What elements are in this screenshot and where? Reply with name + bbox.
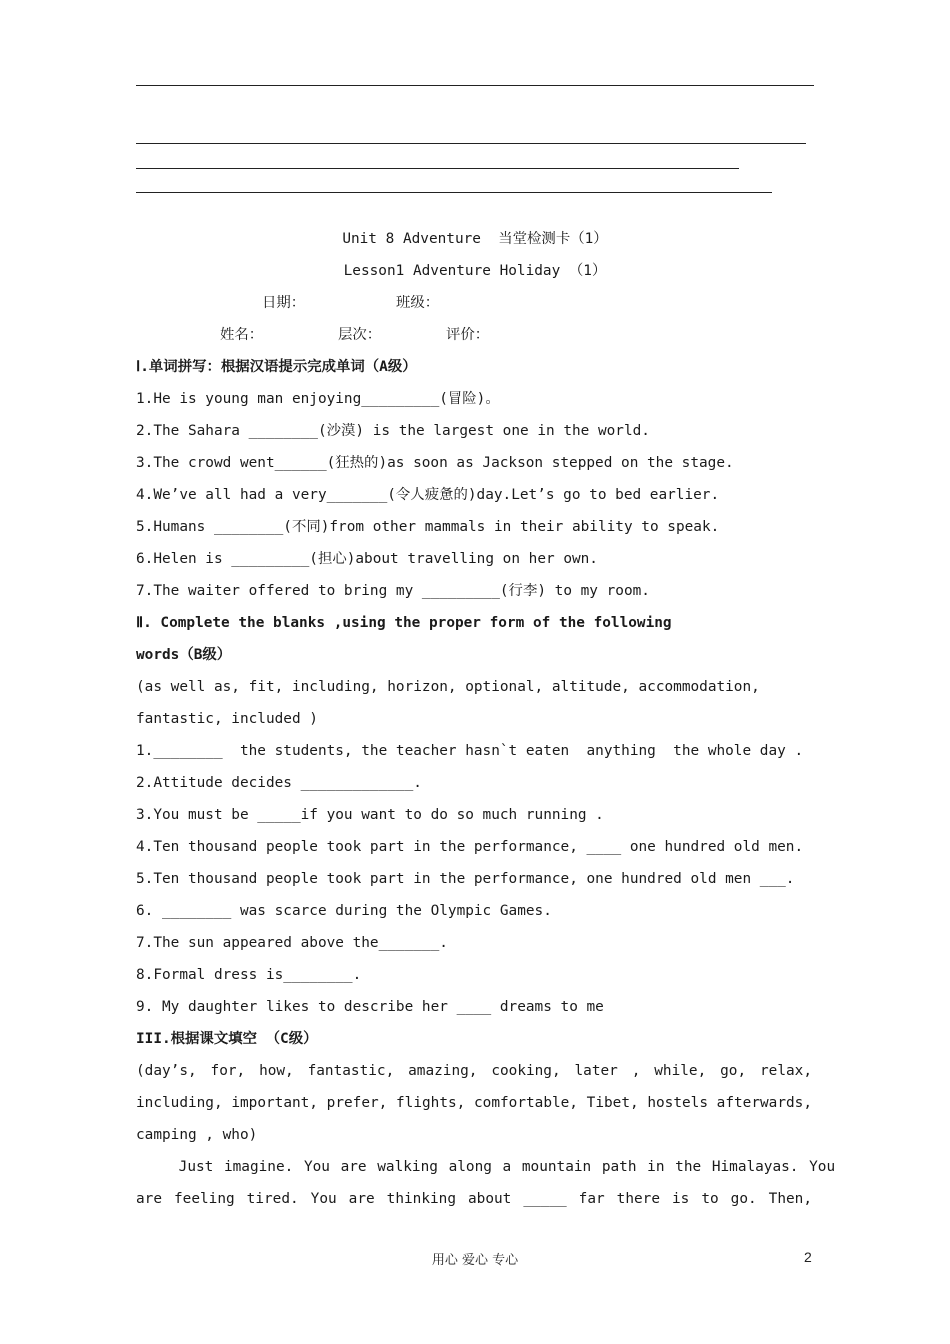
- level-label: 层次：: [338, 327, 382, 343]
- section-2-heading: Ⅱ. Complete the blanks ,using the proper form of the following: [136, 615, 672, 631]
- footer-motto: 用心 爱心 专心: [431, 1253, 519, 1268]
- section-1-heading: Ⅰ.单词拼写：根据汉语提示完成单词（A级）: [136, 359, 417, 375]
- exercise-item: 5.Humans ________(不同)from other mammals in their ability to speak.: [136, 519, 720, 535]
- writing-line: [136, 192, 772, 193]
- writing-line: [136, 85, 814, 86]
- passage-text: Just imagine. You are walking along a mountain path in the Himalayas. You: [136, 1159, 836, 1175]
- exercise-item: 1.He is young man enjoying_________(冒险)。: [136, 391, 500, 407]
- word-bank: fantastic, included ): [136, 711, 318, 727]
- name-label: 姓名：: [220, 327, 264, 343]
- exercise-item: 6.Helen is _________(担心)about travelling on her own.: [136, 551, 598, 567]
- exercise-item: 8.Formal dress is________.: [136, 967, 362, 983]
- exercise-item: 4.We’ve all had a very_______(令人疲惫的)day.Let’s go to bed earlier.: [136, 487, 720, 503]
- exercise-item: 6. ________ was scarce during the Olympic Games.: [136, 903, 552, 919]
- section-3-heading: III.根据课文填空 （C级）: [136, 1031, 318, 1047]
- section-2-heading-cont: words（B级）: [136, 647, 232, 663]
- writing-line: [136, 143, 806, 144]
- rating-label: 评价：: [446, 327, 490, 343]
- page-title: Unit 8 Adventure 当堂检测卡（1）: [342, 231, 608, 247]
- page-subtitle: Lesson1 Adventure Holiday （1）: [343, 263, 607, 279]
- exercise-item: 4.Ten thousand people took part in the performance, ____ one hundred old men.: [136, 839, 804, 855]
- word-bank: (day’s, for, how, fantastic, amazing, cooking, later , while, go, relax,: [136, 1063, 812, 1079]
- page-number: 2: [804, 1249, 812, 1265]
- exercise-item: 1.________ the students, the teacher hasn`t eaten anything the whole day .: [136, 743, 804, 759]
- exercise-item: 7.The waiter offered to bring my _________(行李) to my room.: [136, 583, 650, 599]
- exercise-item: 2.Attitude decides _____________.: [136, 775, 422, 791]
- word-bank: including, important, prefer, flights, comfortable, Tibet, hostels afterwards,: [136, 1095, 812, 1111]
- exercise-item: 9. My daughter likes to describe her ____ dreams to me: [136, 999, 604, 1015]
- word-bank: (as well as, fit, including, horizon, optional, altitude, accommodation,: [136, 679, 760, 695]
- writing-line: [136, 168, 739, 169]
- exercise-item: 3.The crowd went______(狂热的)as soon as Jackson stepped on the stage.: [136, 455, 734, 471]
- exercise-item: 7.The sun appeared above the_______.: [136, 935, 448, 951]
- word-bank: camping , who): [136, 1127, 258, 1143]
- class-label: 班级：: [396, 295, 440, 311]
- exercise-item: 2.The Sahara ________(沙漠) is the largest one in the world.: [136, 423, 650, 439]
- date-label: 日期：: [262, 295, 306, 311]
- passage-text: are feeling tired. You are thinking about _____ far there is to go. Then,: [136, 1191, 812, 1207]
- exercise-item: 5.Ten thousand people took part in the performance, one hundred old men ___.: [136, 871, 795, 887]
- exercise-item: 3.You must be _____if you want to do so much running .: [136, 807, 604, 823]
